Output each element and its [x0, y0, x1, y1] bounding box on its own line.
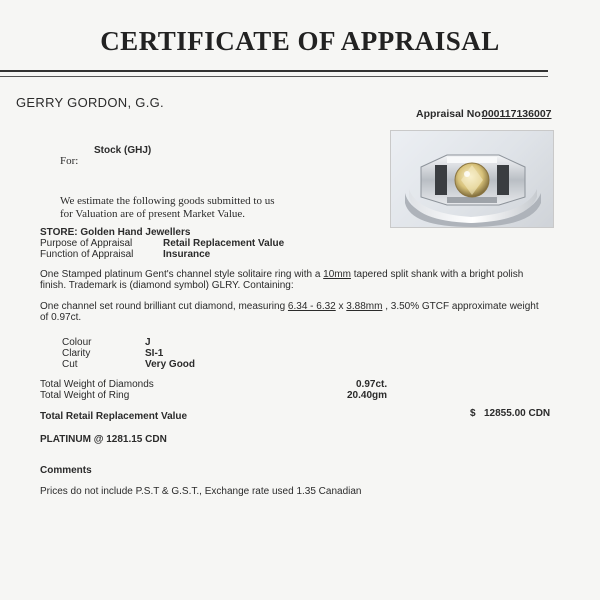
diamond-depth: 3.88mm [346, 301, 383, 312]
header-rule-bottom [0, 76, 548, 77]
comments-heading: Comments [40, 465, 92, 476]
total-currency: $ [470, 408, 476, 419]
cut-label: Cut [62, 359, 78, 370]
shank-width: 10mm [323, 269, 351, 280]
colour-value: J [145, 337, 151, 348]
ring-image [391, 131, 553, 227]
appraisal-number-label: Appraisal No: [416, 108, 485, 120]
cut-value: Very Good [145, 359, 196, 370]
header-rule-top [0, 70, 548, 72]
diamond-x: x [335, 301, 347, 312]
diamond-weight-value: 0.97ct. [356, 379, 388, 390]
ring-weight-label: Total Weight of Ring [40, 390, 130, 401]
total-value: 12855.00 CDN [484, 408, 551, 419]
colour-label: Colour [62, 337, 92, 348]
diamond-weight-label: Total Weight of Diamonds [40, 379, 154, 390]
ring-weight-value: 20.40gm [347, 390, 388, 401]
purpose-label: Purpose of Appraisal [40, 238, 133, 249]
store-name: STORE: Golden Hand Jewellers [40, 227, 191, 238]
appraiser-name: GERRY GORDON, G.G. [16, 95, 164, 110]
for-label: For: [60, 155, 79, 167]
diamond-diameter: 6.34 - 6.32 [287, 301, 336, 312]
comments-text: Prices do not include P.S.T & G.S.T., Exchange rate used 1.35 Canadian [40, 486, 362, 497]
clarity-label: Clarity [62, 348, 91, 359]
purpose-value: Retail Replacement Value [163, 238, 285, 249]
certificate-title: CERTIFICATE OF APPRAISAL [100, 26, 500, 56]
for-value: Stock (GHJ) [94, 145, 152, 156]
estimate-statement: We estimate the following goods submitted to us for Valuation are of present Market Value. [60, 195, 275, 220]
platinum-price: PLATINUM @ 1281.15 CDN [40, 434, 167, 445]
function-value: Insurance [163, 249, 211, 260]
ring-description [40, 269, 540, 291]
ring-photo [390, 130, 554, 228]
appraisal-number: 000117136007 [482, 108, 552, 120]
function-label: Function of Appraisal [40, 249, 134, 260]
description-text: One Stamped platinum Gent's channel style solitaire ring with a [40, 269, 324, 280]
diamond-text: One channel set round brilliant cut diamond, measuring [40, 301, 288, 312]
description-text-2: tapered split shank with a bright polish finish. Trademark is (diamond symbol) GLRY. Containing: [40, 269, 524, 291]
diamond-text-2: , 3.50% GTCF approximate weight of 0.97ct. [40, 301, 539, 323]
clarity-value: SI-1 [145, 348, 164, 359]
total-value-label: Total Retail Replacement Value [40, 411, 188, 422]
diamond-description [40, 301, 540, 323]
